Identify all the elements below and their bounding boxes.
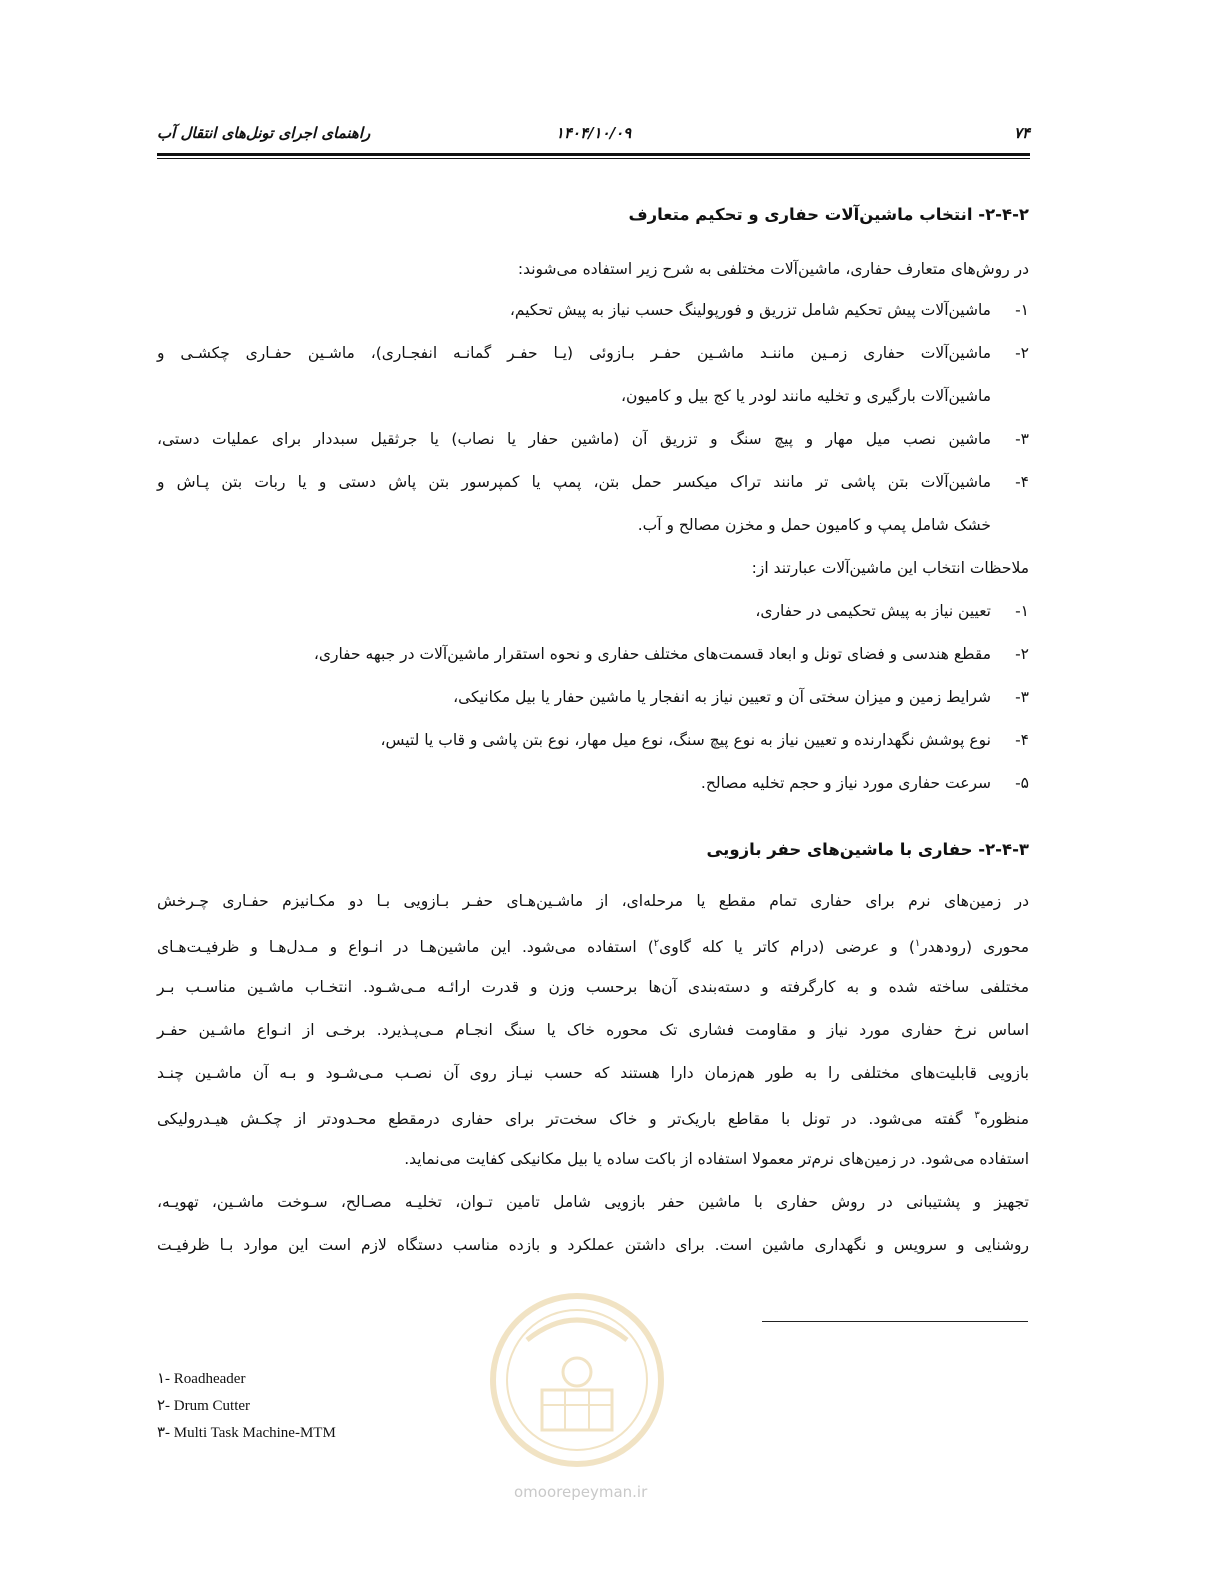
list-number: ۲- bbox=[1015, 645, 1029, 663]
list-text: مقطع هندسی و فضای تونل و ابعاد قسمت‌های مختلف حفاری و نحوه استقرار ماشین‌آلات در جبهه حفاری، bbox=[313, 645, 991, 663]
paragraph-line: منظوره$^۳$ گفته می‌شود. در تونل با مقاطع باریک‌تر و خاک سخت‌تر برای حفاری درمقطع محـدودتر از چکـش هیـدرولیکی bbox=[157, 1110, 1029, 1129]
header-title: راهنمای اجرای تونل‌های انتقال آب bbox=[157, 124, 371, 142]
list-text: شرایط زمین و میزان سختی آن و تعیین نیاز به انفجار یا ماشین حفار یا بیل مکانیکی، bbox=[453, 688, 991, 706]
seal-logo-icon bbox=[487, 1280, 667, 1480]
section-heading: ۲-۴-۳- حفاری با ماشین‌های حفر بازویی bbox=[706, 840, 1029, 859]
footnote: ۲- Drum Cutter bbox=[157, 1398, 251, 1414]
list-number: ۳- bbox=[1015, 430, 1029, 448]
list-text: نوع پوشش نگهدارنده و تعیین نیاز به نوع پیچ سنگ، نوع میل مهار، نوع بتن پاشی و قاب یا لتیس، bbox=[380, 731, 991, 749]
paragraph-line: مختلفی ساخته شده و به کارگرفته و دسته‌بندی آن‌ها برحسب وزن و قدرت ارائـه مـی‌شـود. انتخـاب ماشـین مناسـب بـر bbox=[157, 978, 1029, 996]
paragraph-line: اساس نرخ حفاری مورد نیاز و مقاومت فشاری تک محوره خاک یا سنگ انجـام مـی‌پـذیرد. برخـی از انـواع ماشـین حفـر bbox=[157, 1021, 1029, 1039]
list-number: ۵- bbox=[1015, 774, 1029, 792]
list-item bbox=[381, 728, 1029, 752]
header-rule-thick bbox=[157, 153, 1030, 156]
list-text-continuation: خشک شامل پمپ و کامیون حمل و مخزن مصالح و آب. bbox=[637, 516, 991, 534]
list-number: ۴- bbox=[1015, 731, 1029, 749]
paragraph-line: تجهیز و پشتیبانی در روش حفاری با ماشین حفر بازویی شامل تامین تـوان، تخلیـه مصـالح، سـوخت ماشـین، تهویـه، bbox=[157, 1193, 1029, 1211]
paragraph-line: روشنایی و سرویس و نگهداری ماشین است. برای داشتن عملکرد و بازده مناسب دستگاه لازم است این موارد بـا ظرفیـت bbox=[157, 1236, 1029, 1254]
paragraph-considerations: ملاحظات انتخاب این ماشین‌آلات عبارتند از: bbox=[751, 559, 1029, 577]
list-item bbox=[991, 341, 1029, 365]
list-item bbox=[991, 470, 1029, 494]
list-text: تعیین نیاز به پیش تحکیمی در حفاری، bbox=[755, 602, 991, 620]
footnote: ۳- Multi Task Machine-MTM bbox=[157, 1425, 336, 1441]
list-item bbox=[755, 599, 1029, 623]
footnote-ref: ۲ bbox=[653, 938, 660, 949]
list-text: ماشین‌آلات بتن پاشی تر مانند تراک میکسر حمل بتن، پمپ یا کمپرسور بتن پاش دستی و یا ربات بتن پـاش و bbox=[157, 473, 991, 491]
list-item bbox=[991, 427, 1029, 451]
list-number: ۲- bbox=[1015, 344, 1029, 362]
list-number: ۱- bbox=[1015, 602, 1029, 620]
header-date: ۱۴۰۴/۱۰/۰۹ bbox=[555, 124, 632, 142]
list-text: ماشین نصب میل مهار و پیچ سنگ و تزریق آن (ماشین حفار یا نصاب) یا جرثقیل سبددار برای عملیات دستی، bbox=[157, 430, 991, 448]
footnote-divider bbox=[762, 1321, 1028, 1322]
list-text-continuation: ماشین‌آلات بارگیری و تخلیه مانند لودر یا کج بیل و کامیون، bbox=[620, 387, 991, 405]
list-number: ۳- bbox=[1015, 688, 1029, 706]
footnote-ref: ۳ bbox=[974, 1110, 980, 1121]
paragraph-line: استفاده می‌شود. در زمین‌های نرم‌تر معمولا استفاده از باکت ساده یا بیل مکانیکی کفایت می‌نماید. bbox=[404, 1150, 1029, 1168]
page-number: ۷۴ bbox=[1013, 124, 1030, 142]
page-header bbox=[157, 118, 1030, 148]
header-rule-thin bbox=[157, 158, 1030, 159]
list-number: ۱- bbox=[1015, 301, 1029, 319]
paragraph-line: محوری (رودهدر$^۱$) و عرضی (درام کاتر یا کله گاوی$^۲$) استفاده می‌شود. این ماشین‌هـا در انـواع و مـدل‌هـا و ظرفیـت‌هـای bbox=[157, 938, 1029, 957]
list-item bbox=[701, 771, 1029, 795]
list-text: سرعت حفاری مورد نیاز و حجم تخلیه مصالح. bbox=[700, 774, 991, 792]
footnote: ۱- Roadheader bbox=[157, 1371, 246, 1387]
paragraph-intro: در روش‌های متعارف حفاری، ماشین‌آلات مختلفی به شرح زیر استفاده می‌شوند: bbox=[517, 260, 1029, 278]
list-item bbox=[510, 298, 1029, 322]
list-item bbox=[453, 685, 1029, 709]
paragraph-line: در زمین‌های نرم برای حفاری تمام مقطع یا مرحله‌ای، از ماشـین‌هـای حفـر بـازویی بـا دو مکـانیزم حفـاری چـرخش bbox=[157, 892, 1029, 910]
list-text: ماشین‌آلات حفاری زمـین ماننـد ماشـین حفـر بـازوئی (یـا حفـر گمانـه انفجـاری)، ماشـین حفـاری چکشـی و bbox=[157, 344, 991, 362]
paragraph-line: بازویی قابلیت‌های مختلفی را به طور هم‌زمان دارا هستند که حسب نیـاز روی آن نصـب مـی‌شـود و بـه آن ماشـین چنـد bbox=[157, 1064, 1029, 1082]
list-number: ۴- bbox=[1015, 473, 1029, 491]
list-text: ماشین‌آلات پیش تحکیم شامل تزریق و فورپولینگ حسب نیاز به پیش تحکیم، bbox=[509, 301, 991, 319]
section-heading: ۲-۴-۲- انتخاب ماشین‌آلات حفاری و تحکیم متعارف bbox=[628, 205, 1029, 224]
footnote-ref: ۱ bbox=[914, 938, 921, 949]
list-item bbox=[314, 642, 1029, 666]
watermark-url: omoorepeyman.ir bbox=[514, 1483, 648, 1501]
